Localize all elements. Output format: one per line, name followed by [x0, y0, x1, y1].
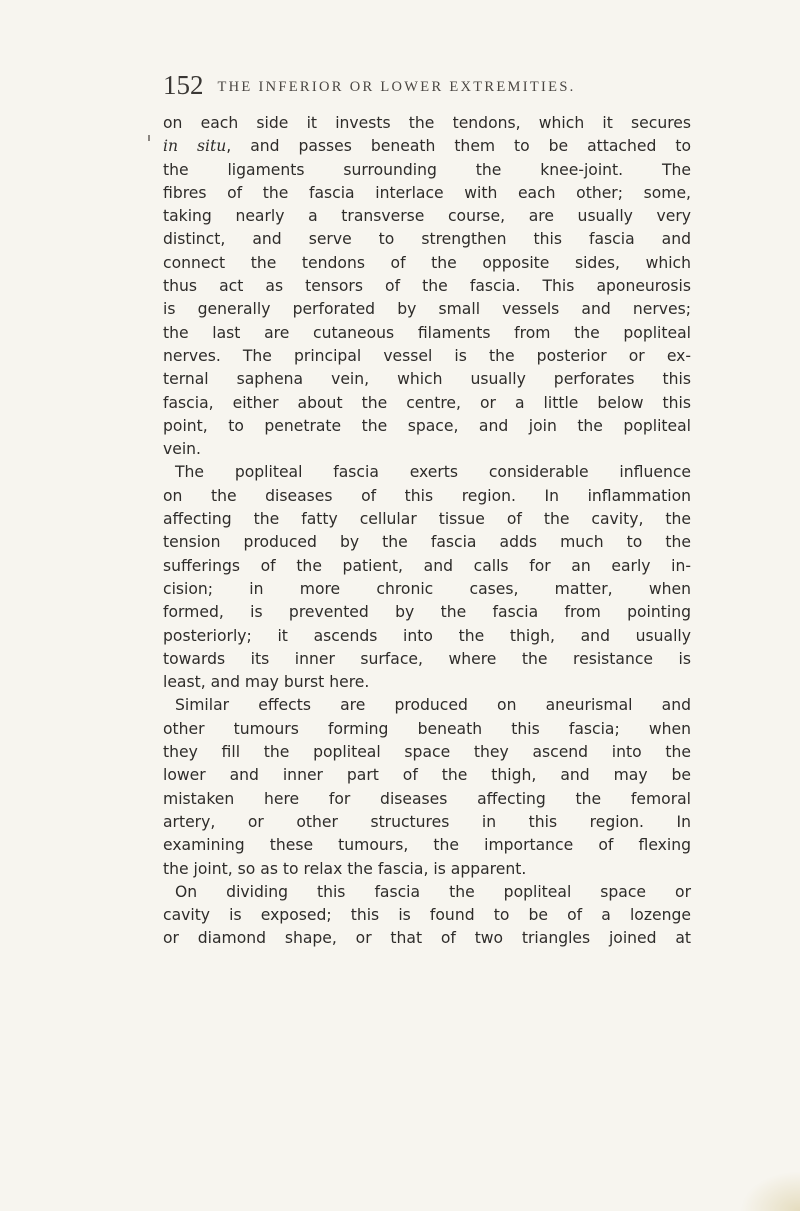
- text-segment: posteriorly; it ascends into the thigh, and usually: [163, 626, 691, 645]
- italic-term: in situ: [163, 137, 227, 156]
- text-segment: on the diseases of this region. In inflammation: [163, 486, 691, 505]
- body-text: [163, 112, 691, 951]
- text-line: [163, 228, 691, 251]
- text-segment: mistaken here for diseases affecting the femoral: [163, 789, 691, 808]
- text-segment: nerves. The principal vessel is the posterior or ex-: [163, 346, 691, 365]
- text-line: [163, 671, 691, 694]
- text-line: [163, 508, 691, 531]
- text-segment: on each side it invests the tendons, which it secures: [163, 114, 691, 132]
- text-line: [163, 275, 691, 298]
- text-segment: fibres of the fascia interlace with each other; some,: [163, 183, 691, 202]
- text-segment: least, and may burst here.: [163, 673, 370, 692]
- text-line: [163, 578, 691, 601]
- text-line: [163, 135, 691, 158]
- text-segment: taking nearly a transverse course, are usually very: [163, 207, 691, 226]
- text-segment: cision; in more chronic cases, matter, when: [163, 579, 691, 598]
- text-line: [163, 368, 691, 391]
- text-segment: distinct, and serve to strengthen this fascia and: [163, 230, 691, 249]
- text-line: [163, 322, 691, 345]
- text-segment: the last are cutaneous filaments from the popliteal: [163, 323, 691, 342]
- text-segment: lower and inner part of the thigh, and may be: [163, 766, 691, 785]
- text-line: [163, 858, 691, 881]
- text-line: [163, 788, 691, 811]
- text-segment: ternal saphena vein, which usually perforates this: [163, 370, 691, 389]
- text-segment: is generally perforated by small vessels and nerves;: [163, 300, 691, 319]
- text-line: [163, 904, 691, 927]
- text-line: [163, 298, 691, 321]
- text-segment: other tumours forming beneath this fascia; when: [163, 719, 691, 738]
- text-line: [163, 927, 691, 950]
- text-segment: On dividing this fascia the popliteal space or: [175, 882, 691, 901]
- text-segment: or diamond shape, or that of two triangles joined at: [163, 929, 691, 948]
- text-segment: Similar effects are produced on aneurismal and: [175, 696, 691, 715]
- text-line: [163, 601, 691, 624]
- text-segment: the joint, so as to relax the fascia, is apparent.: [163, 859, 527, 878]
- text-segment: thus act as tensors of the fascia. This aponeurosis: [163, 277, 691, 296]
- running-head: THE INFERIOR OR LOWER EXTREMITIES.: [217, 79, 576, 95]
- text-segment: the ligaments surrounding the knee-joint. The: [163, 160, 691, 179]
- text-segment: The popliteal fascia exerts considerable influence: [175, 463, 691, 482]
- text-line: [163, 485, 691, 508]
- text-line: [163, 345, 691, 368]
- text-line: [163, 159, 691, 182]
- text-segment: sufferings of the patient, and calls for an early in-: [163, 556, 691, 575]
- text-line: [163, 648, 691, 671]
- text-line: [163, 811, 691, 834]
- text-segment: affecting the fatty cellular tissue of the cavity, the: [163, 510, 691, 529]
- text-line: [163, 438, 691, 461]
- text-line: [163, 392, 691, 415]
- text-line: [163, 415, 691, 438]
- text-segment: they fill the popliteal space they ascend into the: [163, 743, 691, 762]
- corner-stain: [740, 1171, 800, 1211]
- text-line: [163, 461, 691, 484]
- page-header: [163, 70, 723, 104]
- text-line: [163, 718, 691, 741]
- text-line: [163, 881, 691, 904]
- text-line: [163, 741, 691, 764]
- text-segment: formed, is prevented by the fascia from pointing: [163, 603, 691, 622]
- text-line: [163, 764, 691, 787]
- text-segment: tension produced by the fascia adds much to the: [163, 533, 691, 552]
- text-segment: towards its inner surface, where the resistance is: [163, 649, 691, 668]
- text-segment: , and passes beneath them to be attached to: [226, 137, 691, 156]
- text-line: [163, 182, 691, 205]
- text-segment: examining these tumours, the importance of flexing: [163, 836, 691, 855]
- text-segment: vein.: [163, 440, 201, 459]
- text-line: [163, 834, 691, 857]
- text-line: [163, 625, 691, 648]
- text-line: [163, 531, 691, 554]
- text-segment: point, to penetrate the space, and join the popliteal: [163, 416, 691, 435]
- margin-mark: [148, 135, 150, 141]
- text-segment: artery, or other structures in this region. In: [163, 812, 691, 831]
- text-line: [163, 205, 691, 228]
- text-segment: connect the tendons of the opposite sides, which: [163, 253, 691, 272]
- text-line: [163, 112, 691, 135]
- text-segment: cavity is exposed; this is found to be of a lozenge: [163, 906, 691, 925]
- page-number: 152: [163, 70, 204, 100]
- text-line: [163, 252, 691, 275]
- text-segment: fascia, either about the centre, or a little below this: [163, 393, 691, 412]
- text-line: [163, 555, 691, 578]
- text-line: [163, 694, 691, 717]
